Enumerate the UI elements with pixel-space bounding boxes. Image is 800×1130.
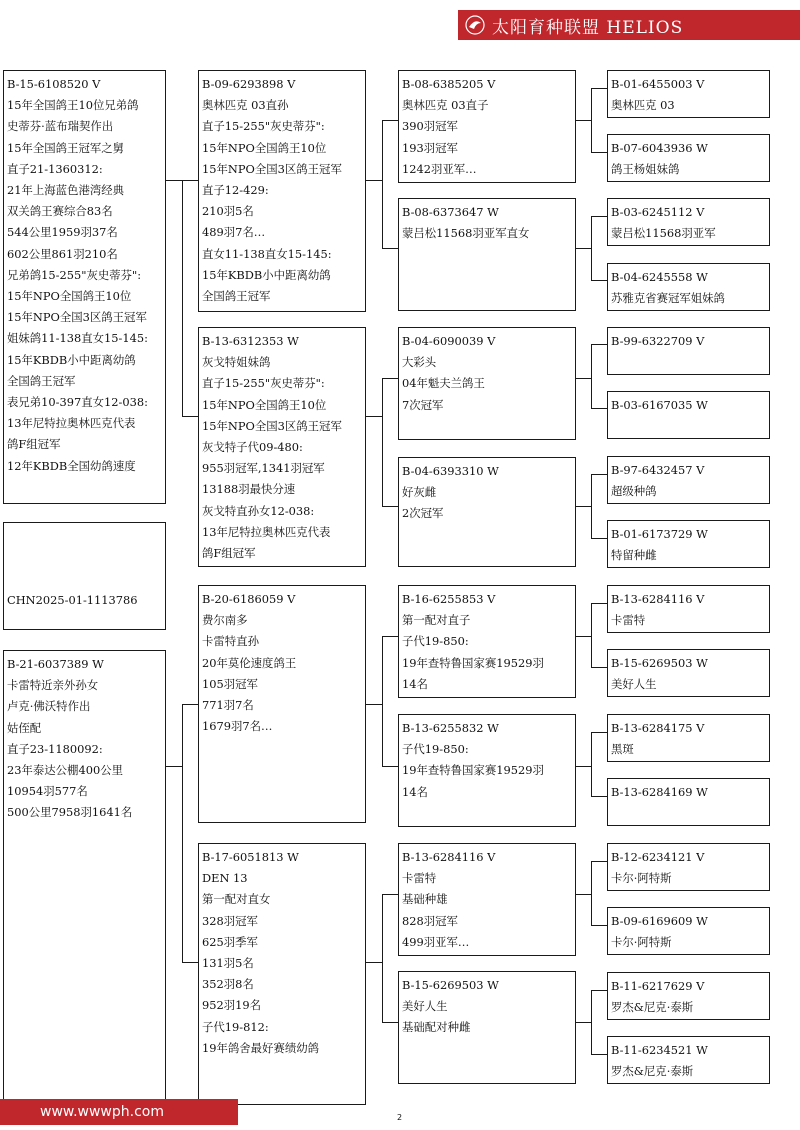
- pedigree-line: 500公里7958羽1641名: [7, 805, 133, 820]
- pedigree-line: 奥林匹克 03直孙: [202, 98, 289, 113]
- pedigree-line: DEN 13: [202, 871, 248, 886]
- connector-line: [591, 861, 592, 925]
- connector-line: [366, 180, 382, 181]
- ring-number: B-13-6284169 W: [611, 785, 708, 799]
- ring-number: B-04-6245558 W: [611, 270, 708, 284]
- pedigree-gen4-box-8: [607, 520, 770, 568]
- pedigree-line: 1242羽亚军…: [402, 161, 477, 176]
- pedigree-line: 罗杰&尼克·泰斯: [611, 1064, 694, 1079]
- pedigree-line: [7, 547, 163, 568]
- ring-number: B-04-6393310 W: [402, 464, 499, 478]
- connector-line: [166, 766, 182, 767]
- pedigree-line: 489羽7名…: [202, 225, 266, 240]
- ring-number: B-09-6293898 V: [202, 77, 296, 91]
- pedigree-gen4-box-2: [607, 134, 770, 182]
- ring-number: B-13-6284175 V: [611, 721, 705, 735]
- connector-line: [182, 180, 183, 416]
- connector-line: [366, 704, 382, 705]
- pedigree-line: 13188羽最快分速: [202, 482, 296, 497]
- pedigree-line: 黑斑: [611, 742, 634, 757]
- pedigree-line: 328羽冠军: [202, 913, 258, 928]
- pedigree-line: 13年尼特拉奥林匹克代表: [202, 524, 331, 539]
- connector-line: [366, 962, 382, 963]
- pedigree-line: 好灰雌: [402, 485, 437, 500]
- connector-line: [382, 120, 383, 248]
- connector-line: [591, 88, 592, 152]
- pedigree-gen3-box-5: [398, 585, 576, 698]
- pedigree-line: 罗杰&尼克·泰斯: [611, 1000, 694, 1015]
- pedigree-gen4-box-13: [607, 843, 770, 891]
- pedigree-line: 特留种雌: [611, 548, 657, 563]
- connector-line: [382, 894, 398, 895]
- connector-line: [576, 506, 591, 507]
- pedigree-line: 19年鸽舍最好赛绩幼鸽: [202, 1040, 320, 1055]
- connector-line: [591, 925, 607, 926]
- pedigree-line: 基础种雄: [402, 892, 448, 907]
- pedigree-gen3-box-2: [398, 198, 576, 311]
- ring-number: B-01-6173729 W: [611, 527, 708, 541]
- pedigree-line: 卡雷特直孙: [202, 634, 259, 649]
- pedigree-line: 美好人生: [611, 677, 657, 692]
- pedigree-gen4-box-12: [607, 778, 770, 826]
- pedigree-sire-box: [3, 70, 166, 504]
- connector-line: [591, 1054, 607, 1055]
- pedigree-line: 蒙吕松11568羽亚军: [611, 226, 716, 241]
- pedigree-line: 131羽5名: [202, 956, 254, 971]
- pedigree-line: 105羽冠军: [202, 676, 258, 691]
- pedigree-line: 姑侄配: [7, 720, 42, 735]
- connector-line: [182, 704, 183, 962]
- pedigree-gen4-box-9: [607, 585, 770, 633]
- pedigree-gen3-box-1: [398, 70, 576, 183]
- ring-number: B-13-6284116 V: [402, 850, 496, 864]
- ring-number: B-97-6432457 V: [611, 463, 705, 477]
- pedigree-line: 直子23-1180092:: [7, 741, 103, 756]
- pedigree-gen4-box-15: [607, 972, 770, 1020]
- connector-line: [182, 704, 198, 705]
- connector-line: [591, 732, 592, 796]
- connector-line: [382, 636, 383, 766]
- pedigree-line: 子代19-812:: [202, 1019, 269, 1034]
- pedigree-gen4-box-7: [607, 456, 770, 504]
- connector-line: [591, 344, 592, 408]
- pedigree-dam-box: [3, 650, 166, 1104]
- pedigree-line: 602公里861羽210名: [7, 246, 118, 261]
- pedigree-gen3-box-3: [398, 327, 576, 440]
- pedigree-line: 蒙吕松11568羽亚军直女: [402, 226, 530, 241]
- pedigree-line: 10954羽577名: [7, 784, 88, 799]
- pedigree-line: 直女11-138直女15-145:: [202, 246, 332, 261]
- pedigree-grandsire-maternal-box: [198, 585, 366, 823]
- pedigree-line: 23年泰达公棚400公里: [7, 763, 123, 778]
- connector-line: [576, 636, 591, 637]
- pedigree-line: 15年KBDB小中距离幼鸽: [202, 267, 331, 282]
- connector-line: [382, 1022, 398, 1023]
- pedigree-gen4-box-5: [607, 327, 770, 375]
- pedigree-line: 1679羽7名…: [202, 719, 273, 734]
- pedigree-line: 全国鸽王冠军: [7, 373, 76, 388]
- pedigree-line: 奥林匹克 03: [611, 98, 675, 113]
- ring-number: B-01-6455003 V: [611, 77, 705, 91]
- pedigree-line: 15年NPO全国鸽王10位: [202, 397, 327, 412]
- connector-line: [166, 180, 182, 181]
- pedigree-line: [7, 526, 163, 547]
- pedigree-line: 15年NPO全国鸽王10位: [202, 140, 327, 155]
- pedigree-line: 15年全国鸽王10位兄弟鸽: [7, 98, 139, 113]
- ring-number: B-13-6312353 W: [202, 334, 299, 348]
- ring-number: B-09-6169609 W: [611, 914, 708, 928]
- connector-line: [591, 408, 607, 409]
- pedigree-line: 12年KBDB全国幼鸽速度: [7, 458, 136, 473]
- brand-banner: [458, 10, 800, 40]
- connector-line: [182, 416, 198, 417]
- connector-line: [591, 732, 607, 733]
- pedigree-line: 13年尼特拉奥林匹克代表: [7, 416, 136, 431]
- ring-number: B-04-6090039 V: [402, 334, 496, 348]
- pedigree-gen4-box-14: [607, 907, 770, 955]
- page-number: 2: [397, 1113, 403, 1122]
- ring-number: B-12-6234121 V: [611, 850, 705, 864]
- pedigree-gen4-box-16: [607, 1036, 770, 1084]
- pedigree-line: 卡雷特: [611, 613, 646, 628]
- pedigree-line: 美好人生: [402, 999, 448, 1014]
- pedigree-line: 卡尔·阿特斯: [611, 871, 672, 886]
- connector-line: [382, 636, 398, 637]
- ring-number: B-08-6385205 V: [402, 77, 496, 91]
- connector-line: [182, 962, 198, 963]
- connector-line: [382, 894, 383, 1022]
- pedigree-line: 771羽7名: [202, 698, 254, 713]
- ring-number: B-07-6043936 W: [611, 141, 708, 155]
- pedigree-line: 第一配对直子: [402, 613, 471, 628]
- footer-url-bar: [0, 1099, 238, 1125]
- connector-line: [576, 248, 591, 249]
- pedigree-line: 灰戈特姐妹鸽: [202, 355, 271, 370]
- pedigree-line: 352羽8名: [202, 977, 254, 992]
- pedigree-line: 奥林匹克 03直子: [402, 98, 489, 113]
- connector-line: [591, 474, 592, 538]
- pedigree-line: 15年NPO全国3区鸽王冠军: [202, 418, 342, 433]
- pedigree-line: 卢克·佛沃特作出: [7, 699, 91, 714]
- connector-line: [591, 990, 607, 991]
- pedigree-line: 210羽5名: [202, 204, 254, 219]
- pedigree-line: 2次冠军: [402, 506, 444, 521]
- connector-line: [576, 1022, 591, 1023]
- connector-line: [382, 378, 383, 506]
- pedigree-line: 15年NPO全国3区鸽王冠军: [7, 310, 147, 325]
- ring-number: B-15-6269503 W: [611, 656, 708, 670]
- ring-number: B-11-6217629 V: [611, 979, 705, 993]
- connector-line: [576, 766, 591, 767]
- connector-line: [382, 506, 398, 507]
- pedigree-line: 625羽季军: [202, 934, 258, 949]
- sun-bird-logo-icon: [458, 10, 492, 40]
- pedigree-gen4-box-1: [607, 70, 770, 118]
- connector-line: [382, 248, 398, 249]
- pedigree-gen4-box-4: [607, 263, 770, 311]
- connector-line: [591, 344, 607, 345]
- connector-line: [591, 603, 592, 667]
- pedigree-line: 子代19-850:: [402, 634, 469, 649]
- connector-line: [591, 152, 607, 153]
- pedigree-line: 21年上海蓝色港湾经典: [7, 183, 125, 198]
- footer-url[interactable]: www.wwwph.com: [40, 1104, 164, 1120]
- pedigree-line: 15年KBDB小中距离幼鸽: [7, 352, 136, 367]
- connector-line: [591, 216, 592, 280]
- pedigree-line: 费尔南多: [202, 613, 248, 628]
- pedigree-line: 大彩头: [402, 355, 437, 370]
- pedigree-line: 390羽冠军: [402, 119, 458, 134]
- connector-line: [591, 603, 607, 604]
- connector-line: [591, 990, 592, 1054]
- pedigree-line: 952羽19名: [202, 998, 262, 1013]
- pedigree-line: 卡雷特: [402, 871, 437, 886]
- pedigree-line: 955羽冠军,1341羽冠军: [202, 461, 325, 476]
- connector-line: [576, 120, 591, 121]
- connector-line: [591, 667, 607, 668]
- pedigree-line: 超级种鸽: [611, 484, 657, 499]
- ring-number: B-16-6255853 V: [402, 592, 496, 606]
- connector-line: [591, 280, 607, 281]
- pedigree-line: 04年魁夫兰鸽王: [402, 376, 485, 391]
- connector-line: [591, 538, 607, 539]
- pedigree-grandsire-paternal-box: [198, 70, 366, 312]
- pedigree-gen3-box-4: [398, 457, 576, 567]
- pedigree-gen4-box-11: [607, 714, 770, 762]
- ring-number: B-21-6037389 W: [7, 657, 104, 671]
- pedigree-line: 灰戈特子代09-480:: [202, 440, 303, 455]
- connector-line: [576, 378, 591, 379]
- pedigree-line: 20年莫伦速度鸽王: [202, 655, 297, 670]
- pedigree-line: 15年全国鸽王冠军之舅: [7, 140, 125, 155]
- pedigree-gen4-box-10: [607, 649, 770, 697]
- pedigree-granddam-paternal-box: [198, 327, 366, 567]
- pedigree-gen3-box-7: [398, 843, 576, 956]
- pedigree-gen3-box-6: [398, 714, 576, 827]
- pedigree-line: 直子21-1360312:: [7, 161, 103, 176]
- pedigree-line: 鸽王杨姐妹鸽: [611, 162, 680, 177]
- pedigree-line: 史蒂芬·蓝布瑞契作出: [7, 119, 114, 134]
- pedigree-gen4-box-3: [607, 198, 770, 246]
- pedigree-line: 苏雅克省赛冠军姐妹鸽: [611, 291, 725, 306]
- connector-line: [382, 378, 398, 379]
- ring-number: B-15-6108520 V: [7, 77, 101, 91]
- pedigree-line: 兄弟鸽15-255"灰史蒂芬":: [7, 267, 142, 282]
- connector-line: [591, 88, 607, 89]
- pedigree-line: 灰戈特直孙女12-038:: [202, 503, 315, 518]
- pedigree-line: 姐妹鸽11-138直女15-145:: [7, 331, 148, 346]
- pedigree-line: 19年查特鲁国家赛19529羽: [402, 655, 544, 670]
- ring-number: B-03-6167035 W: [611, 398, 708, 412]
- connector-line: [591, 474, 607, 475]
- pedigree-line: 直子12-429:: [202, 183, 269, 198]
- pedigree-subject-box: [3, 522, 166, 630]
- connector-line: [382, 766, 398, 767]
- pedigree-line: 15年NPO全国鸽王10位: [7, 289, 132, 304]
- pedigree-line: 19年查特鲁国家赛19529羽: [402, 763, 544, 778]
- pedigree-line: 鸽F组冠军: [7, 437, 61, 452]
- pedigree-line: 7次冠军: [402, 397, 444, 412]
- pedigree-line: 15年NPO全国3区鸽王冠军: [202, 161, 342, 176]
- ring-number: B-13-6255832 W: [402, 721, 499, 735]
- connector-line: [591, 216, 607, 217]
- ring-number: B-03-6245112 V: [611, 205, 705, 219]
- pedigree-line: [7, 568, 163, 589]
- brand-title: 太阳育种联盟 HELIOS: [492, 17, 684, 38]
- pedigree-line: 14名: [402, 784, 428, 799]
- ring-number: B-99-6322709 V: [611, 334, 705, 348]
- connector-line: [591, 861, 607, 862]
- pedigree-line: 卡雷特近亲外孙女: [7, 678, 99, 693]
- ring-number: B-11-6234521 W: [611, 1043, 708, 1057]
- pedigree-line: CHN2025-01-1113786: [7, 592, 138, 607]
- ring-number: B-15-6269503 W: [402, 978, 499, 992]
- pedigree-line: 鸽F组冠军: [202, 546, 256, 561]
- pedigree-line: 直子15-255"灰史蒂芬":: [202, 376, 325, 391]
- ring-number: B-08-6373647 W: [402, 205, 499, 219]
- pedigree-line: 14名: [402, 676, 428, 691]
- ring-number: B-17-6051813 W: [202, 850, 299, 864]
- ring-number: B-20-6186059 V: [202, 592, 296, 606]
- pedigree-gen3-box-8: [398, 971, 576, 1084]
- pedigree-line: 直子15-255"灰史蒂芬":: [202, 119, 325, 134]
- pedigree-line: 全国鸽王冠军: [202, 289, 271, 304]
- connector-line: [366, 416, 382, 417]
- pedigree-line: 基础配对种雌: [402, 1020, 471, 1035]
- connector-line: [591, 796, 607, 797]
- connector-line: [382, 120, 398, 121]
- connector-line: [182, 180, 198, 181]
- pedigree-granddam-maternal-box: [198, 843, 366, 1105]
- pedigree-gen4-box-6: [607, 391, 770, 439]
- pedigree-line: 499羽亚军…: [402, 934, 470, 949]
- connector-line: [576, 894, 591, 895]
- pedigree-line: 第一配对直女: [202, 892, 271, 907]
- pedigree-line: 193羽冠军: [402, 140, 458, 155]
- pedigree-line: 828羽冠军: [402, 913, 458, 928]
- pedigree-line: 子代19-850:: [402, 742, 469, 757]
- ring-number: B-13-6284116 V: [611, 592, 705, 606]
- pedigree-line: 双关鸽王赛综合83名: [7, 204, 113, 219]
- pedigree-line: 表兄弟10-397直女12-038:: [7, 395, 148, 410]
- pedigree-line: 卡尔·阿特斯: [611, 935, 672, 950]
- pedigree-line: 544公里1959羽37名: [7, 225, 118, 240]
